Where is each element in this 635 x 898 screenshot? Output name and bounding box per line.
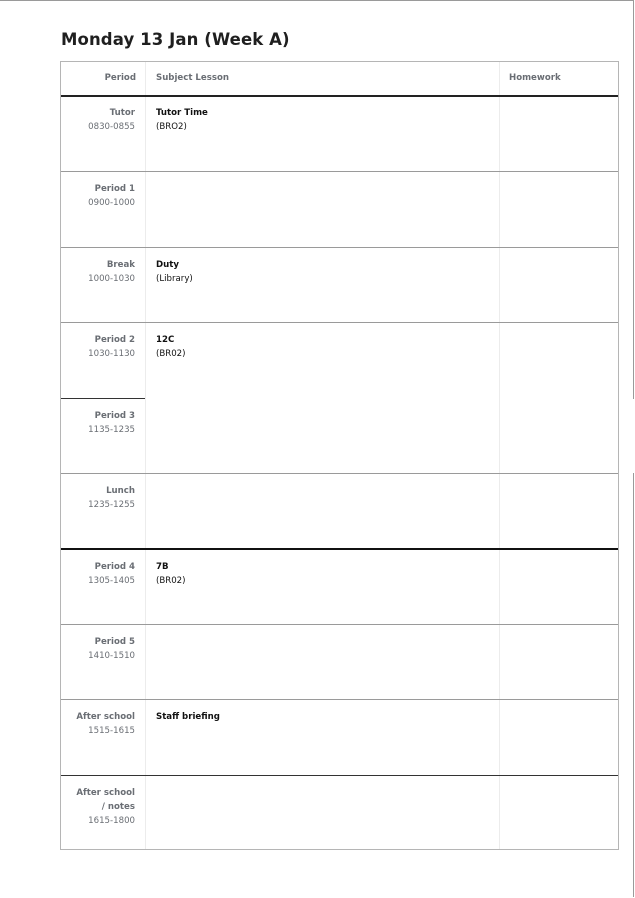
period-name: Period 5 (94, 637, 135, 647)
period-cell (61, 776, 145, 849)
period-name: Period 4 (94, 562, 135, 572)
lesson-title: 12C (156, 335, 175, 345)
header-period: Period (104, 73, 136, 83)
lesson-room: (BRO2) (156, 121, 187, 132)
period-name: After school (76, 712, 135, 722)
subject-cell (156, 259, 193, 287)
period-name: Period 3 (94, 411, 135, 421)
period-time: 1135-1235 (88, 424, 135, 435)
period-time: 0900-1000 (88, 197, 135, 208)
period-cell (61, 399, 145, 473)
period-name: Break (106, 260, 135, 270)
subject-cell (156, 711, 220, 725)
period-name: After school (76, 788, 135, 798)
table-row[interactable] (61, 700, 618, 775)
period-cell (61, 700, 145, 775)
period-cell (61, 625, 145, 699)
lesson-room: (Library) (156, 273, 193, 284)
table-row[interactable] (61, 323, 618, 398)
table-row[interactable] (61, 550, 618, 624)
lesson-title: 7B (156, 562, 169, 572)
page-title: Monday 13 Jan (Week A) (61, 30, 290, 49)
period-time: 1515-1615 (88, 725, 135, 736)
table-row[interactable] (61, 625, 618, 699)
period-cell (61, 172, 145, 247)
timetable (60, 61, 619, 850)
period-time: 1615-1800 (88, 815, 135, 826)
period-name: Lunch (106, 486, 135, 496)
header-homework: Homework (509, 73, 561, 83)
table-row[interactable] (61, 776, 618, 849)
lesson-room: (BR02) (156, 575, 186, 586)
period-time: 0830-0855 (88, 121, 135, 132)
period-time: 1030-1130 (88, 348, 135, 359)
table-row[interactable] (61, 96, 618, 171)
table-row[interactable] (61, 399, 618, 473)
lesson-title: Staff briefing (156, 712, 220, 722)
lesson-title: Tutor Time (156, 108, 208, 118)
subject-cell (156, 334, 186, 362)
period-cell (61, 96, 145, 171)
lesson-title: Duty (156, 260, 179, 270)
header-subject-lesson: Subject Lesson (156, 73, 229, 83)
period-time: 1000-1030 (88, 273, 135, 284)
subject-cell (156, 561, 186, 589)
period-name-line2: / notes (101, 801, 135, 812)
period-time: 1305-1405 (88, 575, 135, 586)
period-cell (61, 323, 145, 398)
period-name: Period 1 (94, 184, 135, 194)
period-name: Tutor (109, 108, 135, 118)
table-row[interactable] (61, 248, 618, 322)
subject-cell (156, 107, 208, 135)
period-cell (61, 248, 145, 322)
period-time: 1410-1510 (88, 650, 135, 661)
period-cell (61, 474, 145, 548)
period-time: 1235-1255 (88, 499, 135, 510)
lesson-room: (BR02) (156, 348, 186, 359)
table-row[interactable] (61, 172, 618, 247)
period-cell (61, 550, 145, 624)
table-header (61, 62, 618, 97)
period-name: Period 2 (94, 335, 135, 345)
table-row[interactable] (61, 474, 618, 548)
